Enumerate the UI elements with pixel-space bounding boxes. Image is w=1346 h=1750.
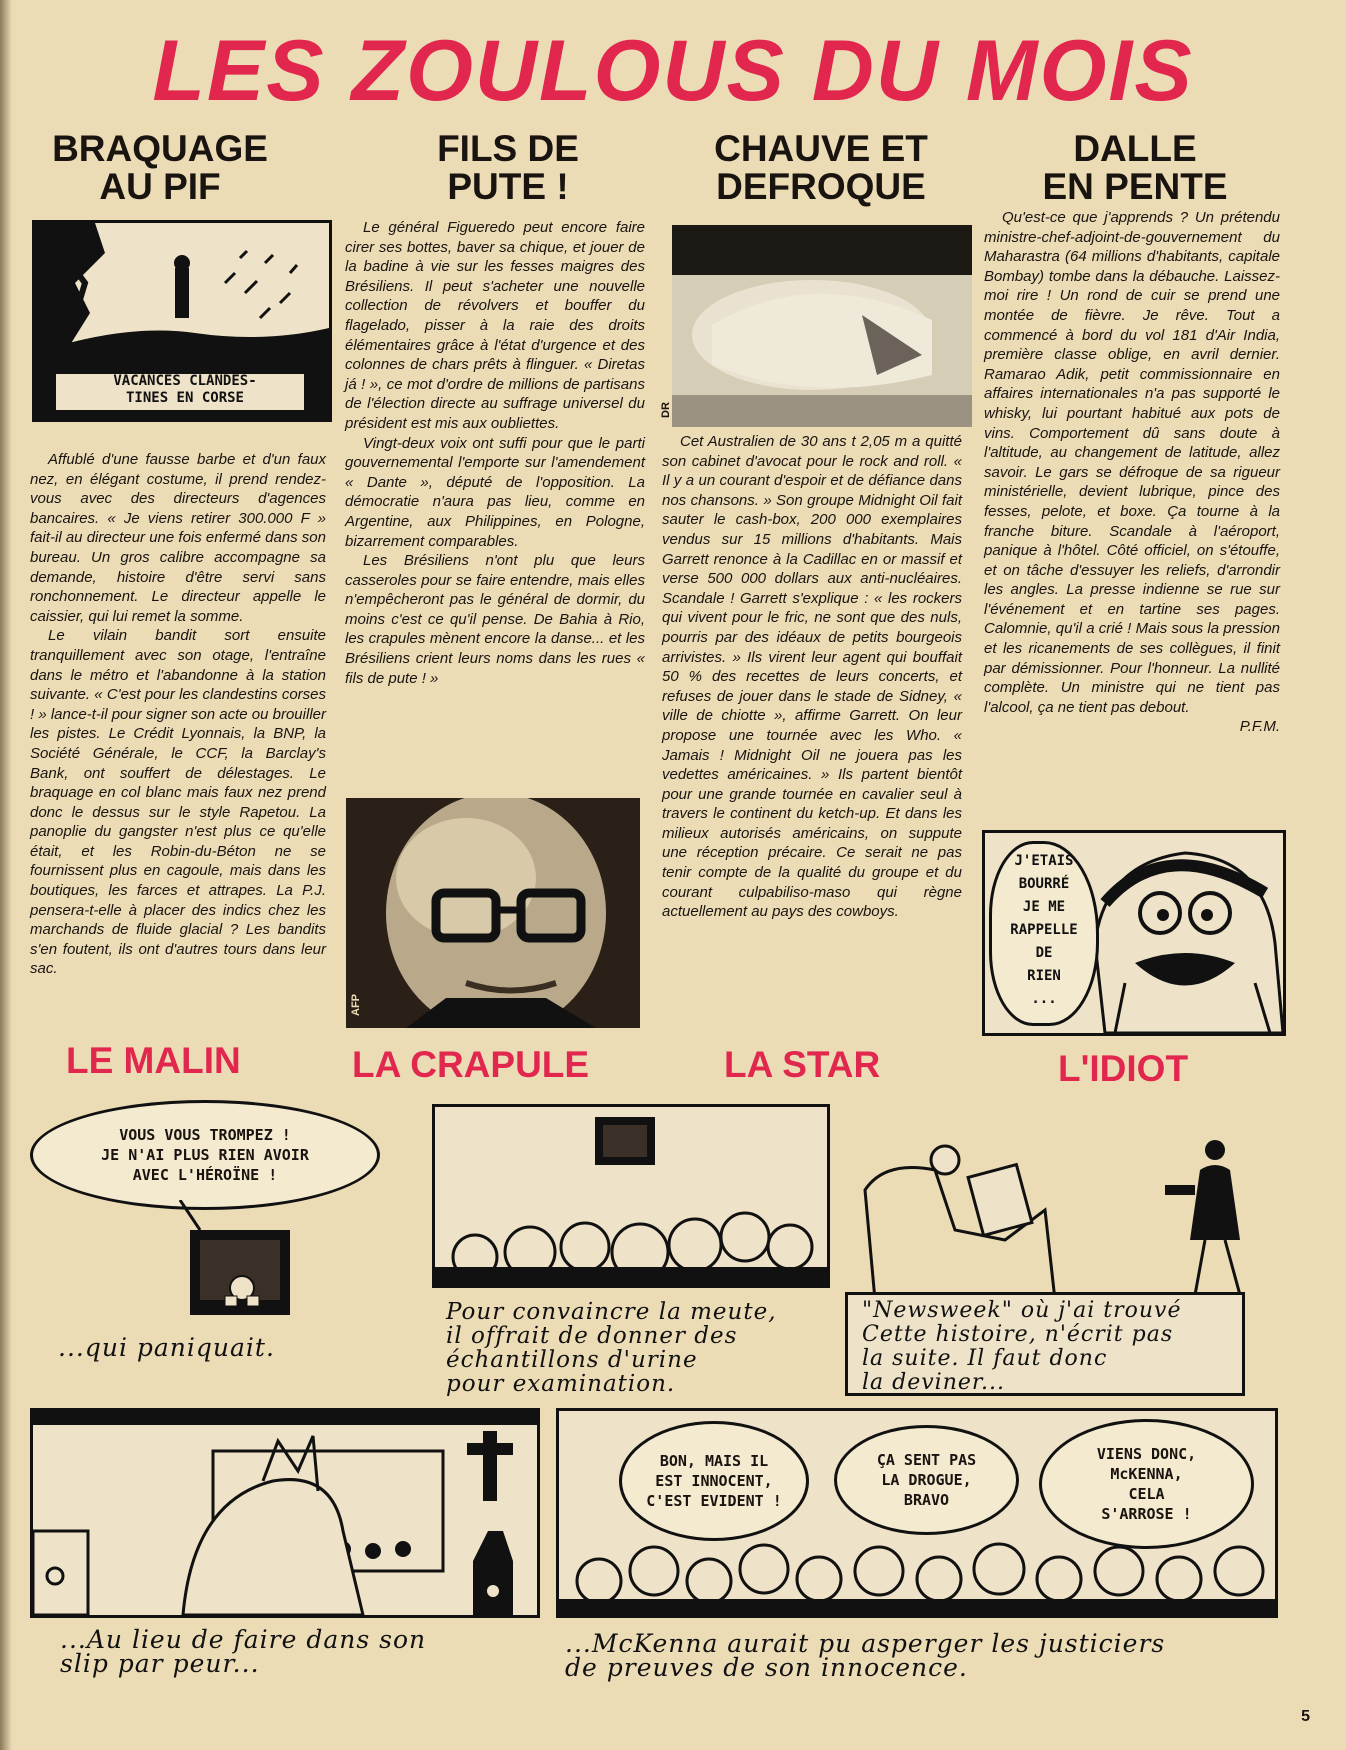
comic-panel-2 — [432, 1104, 830, 1288]
heading-line: DEFROQUE — [716, 166, 926, 207]
photo-credit: AFP — [350, 994, 362, 1016]
bubble-line: RIEN — [1027, 968, 1061, 984]
label-la-star: LA STAR — [724, 1044, 881, 1085]
bubble-line: JE ME — [1022, 899, 1066, 915]
label-la-crapule: LA CRAPULE — [352, 1044, 590, 1085]
cartoon-vacances-caption — [65, 373, 305, 407]
article-dalle-text — [984, 208, 1280, 736]
label-l-idiot: L'IDIOT — [1058, 1048, 1189, 1089]
comic-panel-5 — [556, 1408, 1278, 1618]
comic-panel-5-bubble-3 — [1039, 1419, 1254, 1549]
bubble-line: EST INNOCENT, — [655, 1472, 773, 1490]
comic-panel-3-caption — [862, 1299, 1181, 1395]
signature: P.F.M. — [1239, 718, 1280, 736]
bubble-line: CELA — [1128, 1485, 1165, 1503]
comic-panel-5-caption — [565, 1629, 1166, 1682]
caption-line: TINES EN CORSE — [125, 390, 244, 406]
paragraph: Qu'est-ce que j'apprends ? Un prétendu ministre-chef-adjoint-de-gouvernement du Maharastra (64 millions d'habitants, capitale Bombay) tombe dans la débauche. Laissez-moi rire ! Un rond de cuir se prend une montée de fièvre. Je rêve. Tout a commencé à bord du vol 181 d'Air India, première classe oblige, en avril dernier. Ramarao Adik, petit commissionnaire en affaires internationales n'a pas supporté le whisky, lui pourtant habitué aux pots de vins. Comportement dû sans doute à l'altitude, au changement de latitude, allez savoir. Le gars se défroque de sa rigueur ministérielle, devient lubrique, pince des fesses, pelote, et boxe. Ça tourne à la franche biture. Scandale à l'aéroport, panique à l'hôtel. Côté officiel, on s'étouffe, et on tâche d'essuyer les reliefs, d'arrondir les angles. La presse indienne se rue sur l'événement et en tartine ses pages. Calomnie, qu'il a crié ! Mais sous la pression et les ricanements de ses collègues, il finit par démissionner. Pour l'honneur. La nullité complète. Un ministre qui ne tient pas l'alcool, ça ne tient pas debout. — [984, 209, 1280, 716]
paragraph: Vingt-deux voix ont suffi pour que le parti gouvernemental l'emporte sur l'amendement « Dante », député de l'opposition. La démocratie n'aura pas lieu, comme en Argentine, aux Philippines, en Pologne, bizarrement comparables. — [345, 434, 645, 550]
heading-dalle — [1000, 130, 1270, 206]
heading-braquage — [40, 130, 280, 206]
heading-line: CHAUVE ET — [714, 128, 928, 169]
bubble-line: ... — [1031, 991, 1057, 1007]
article-fils-de-pute-text — [345, 218, 645, 688]
bubble-line: BOURRÉ — [1018, 876, 1070, 892]
heading-fils-de-pute — [388, 130, 628, 206]
bubble-line: AVEC L'HÉROÏNE ! — [132, 1166, 278, 1184]
comic-panel-4 — [30, 1408, 540, 1618]
heading-line: EN PENTE — [1042, 166, 1228, 207]
caption-line: il offrait de donner des — [446, 1323, 738, 1349]
heading-chauve — [676, 130, 966, 206]
page-number: 5 — [1301, 1708, 1310, 1725]
comic-panel-5-bubble-2 — [834, 1425, 1019, 1535]
caption-line: ...McKenna aurait pu asperger les justiciers — [565, 1629, 1166, 1658]
comic-panel-1 — [30, 1100, 390, 1370]
bubble-line: McKENNA, — [1110, 1465, 1183, 1483]
caption-line: de preuves de son innocence. — [565, 1653, 968, 1682]
comic-panel-1-bubble — [30, 1100, 380, 1210]
photo-garrett — [672, 225, 972, 427]
bubble-line: VIENS DONC, — [1096, 1445, 1197, 1463]
heading-line: DALLE — [1073, 128, 1197, 169]
bubble-line: J'ETAIS — [1014, 853, 1074, 869]
page-title: LES ZOULOUS DU MOIS — [152, 23, 1194, 119]
photo-general-image — [346, 798, 640, 1028]
paragraph: Le vilain bandit sort ensuite tranquillement avec son otage, l'entraîne dans le métro et l'abandonne à la station suivante. « C'est pour les clandestins corses ! » lance-t-il pour signer son acte ou brouiller les pistes. Le Crédit Lyonnais, la BNP, la Société Générale, le CCF, la Barclay's Bank, ont souffert de délestages. Le braquage en col blanc mais faux nez prend donc le dessus sur le style Rapetou. La panoplie du gangster n'est plus ce qu'elle était, et les Robin-du-Béton ne se fournissent plus en cagoule, mais dans les boutiques, les farces et attrapes. La P.J. pensera-t-elle à placer des indics chez les marchands de fluide glacial ? Les bandits s'en foutent, ils ont d'autres tours dans leur sac. — [30, 627, 326, 978]
bubble-line: JE N'AI PLUS RIEN AVOIR — [101, 1146, 309, 1164]
caption-line: Pour convaincre la meute, — [446, 1299, 777, 1325]
photo-credit: DR — [660, 402, 672, 418]
bubble-line: BON, MAIS IL — [659, 1452, 769, 1470]
caption-line: pour examination. — [446, 1371, 676, 1397]
comic-panel-2-drawing — [435, 1107, 827, 1285]
photo-general — [346, 798, 640, 1028]
bubble-line: S'ARROSE ! — [1101, 1505, 1192, 1523]
paragraph: Affublé d'une fausse barbe et d'un faux nez, en élégant costume, il prend rendez-vous avec des directeurs d'agences bancaires. « Je viens retirer 300.000 F » fait-il au directeur une fois enfermé dans son bureau. Un gros calibre accompagne sa demande, histoire d'être servi sans ronchonnement. Le directeur appelle le caissier, qui lui remet la somme. — [30, 451, 326, 625]
heading-line: AU PIF — [99, 166, 221, 207]
bubble-line: RAPPELLE — [1010, 922, 1078, 938]
cartoon-vacances — [32, 220, 332, 422]
caption-line: la deviner... — [862, 1370, 1005, 1395]
bubble-line: C'EST EVIDENT ! — [646, 1492, 782, 1510]
comic-panel-3-caption-box — [845, 1292, 1245, 1396]
comic-panel-3 — [845, 1130, 1245, 1300]
caption-line: Cette histoire, n'écrit pas — [862, 1322, 1174, 1347]
bubble-line: LA DROGUE, — [881, 1471, 972, 1489]
caption-line: échantillons d'urine — [446, 1347, 698, 1373]
page-edge-shadow — [0, 0, 12, 1750]
cartoon-bourre-bubble — [989, 841, 1099, 1026]
comic-panel-1-window — [150, 1200, 310, 1320]
comic-panel-1-caption: ...qui paniquait. — [58, 1333, 275, 1362]
photo-garrett-image — [672, 225, 972, 427]
article-braquage-text — [30, 450, 326, 979]
comic-panel-3-drawing — [845, 1130, 1245, 1300]
caption-line: slip par peur... — [60, 1649, 260, 1678]
bubble-line: BRAVO — [903, 1491, 950, 1509]
label-le-malin: LE MALIN — [66, 1040, 241, 1081]
paragraph: Les Brésiliens n'ont plu que leurs casseroles pour se faire entendre, mais elles n'empêcheront pas le général de dormir, du moins c'est ce qu'il pense. De Bahia à Rio, les crapules mènent encore la danse... et les Brésiliens crient leurs noms dans les rues « fils de pute ! » — [345, 552, 645, 687]
paragraph: Le général Figueredo peut encore faire cirer ses bottes, baver sa chique, et jouer de la badine à vie sur les fesses maigres des Brésiliens. Il peut s'acheter une nouvelle collection de révolvers et bouffer du flagelado, pisser à la raie des droits élémentaires grâce à l'état d'urgence et des colonnes de chars prêts à flinguer. « Diretas já ! », ce mot d'ordre de millions de partisans de l'élection directe au suffrage universel du président est mis aux oubliettes. — [345, 219, 645, 432]
heading-line: FILS DE — [437, 128, 579, 169]
article-chauve-text — [662, 432, 962, 922]
caption-line: la suite. Il faut donc — [862, 1346, 1108, 1371]
heading-line: PUTE ! — [447, 166, 569, 207]
comic-panel-4-caption — [60, 1625, 427, 1678]
caption-line: ...Au lieu de faire dans son — [60, 1625, 427, 1654]
heading-line: BRAQUAGE — [52, 128, 268, 169]
caption-line: VACANCES CLANDES- — [113, 373, 257, 389]
comic-panel-2-caption — [446, 1300, 777, 1396]
bubble-line: DE — [1035, 945, 1053, 961]
bubble-line: VOUS VOUS TROMPEZ ! — [119, 1126, 291, 1144]
paragraph: Cet Australien de 30 ans t 2,05 m a quitté son cabinet d'avocat pour le rock and roll. « Il y a un courant d'espoir et de défiance dans nos chansons. » Son groupe Midnight Oil fait sauter le cash-box, 200 000 exemplaires vendus sur 15 millions d'habitants. Mais Garrett renonce à la Cadillac en or massif et verse 500 000 dollars aux anti-nucléaires. Scandale ! Garrett s'explique : « les rockers qui vivent pour le fric, ne sont que des nuls, pourris par des idéaux de petits bourgeois arrivistes. » Ils virent leur agent qui bouffait 50 % des recettes de leurs concerts, et refuses de jouer dans le stade de Sidney, « ville de chiotte », affirme Garrett. On leur propose une tournée avec les Who. « Jamais ! Midnight Oil ne jouera pas les vedettes américaines. » Ils partent bientôt pour une grande tournée en cavalier seul à travers le continent du ketch-up. Et dans les milieux autorisés américains, on suppute une réception précaire. Ce serait ne pas tenir compte de la qualité du groupe et du courant culpabiliso-maso qui règne actuellement au pays des cowboys. — [662, 433, 962, 921]
comic-panel-4-drawing — [33, 1411, 537, 1615]
comic-panel-5-bubble-1 — [619, 1421, 809, 1541]
bubble-line: ÇA SENT PAS — [876, 1451, 977, 1469]
cartoon-bourre — [982, 830, 1286, 1036]
caption-line: "Newsweek" où j'ai trouvé — [862, 1298, 1182, 1323]
